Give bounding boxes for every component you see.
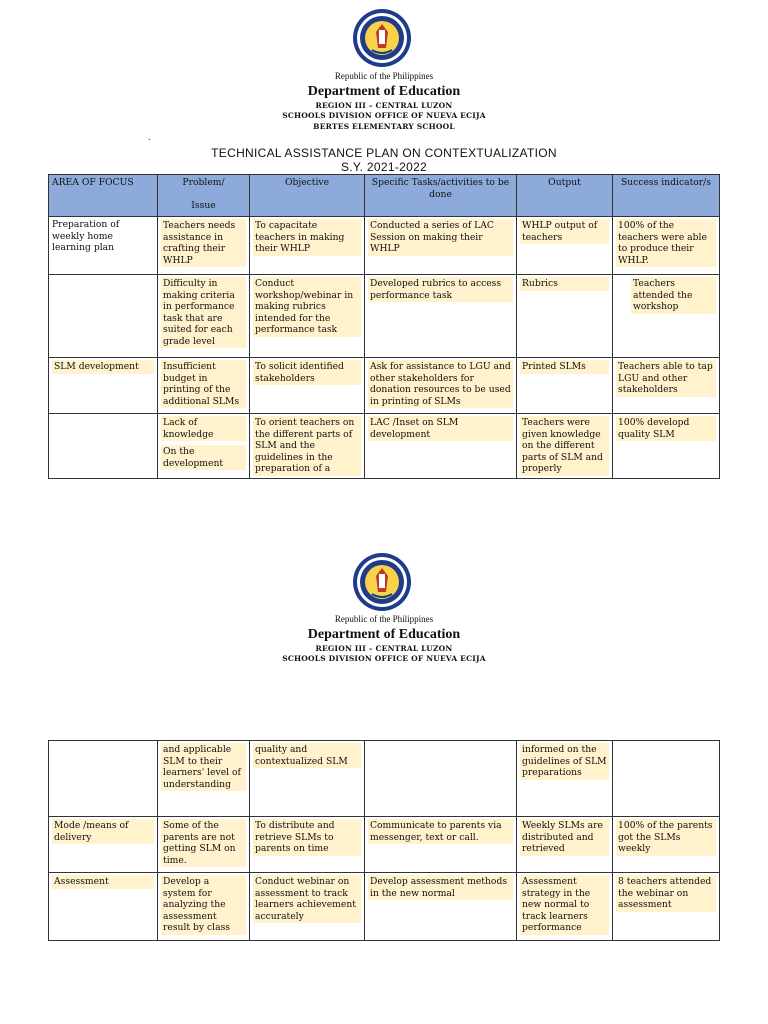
- cell-area: [49, 741, 158, 817]
- republic-label: Republic of the Philippines: [334, 71, 434, 81]
- cell-objective: To capacitate teachers in making their WHLP: [250, 217, 365, 275]
- col-header-problem: Problem/ Issue: [158, 175, 250, 217]
- cell-indicator: Teachers able to tap LGU and other stakeholders: [613, 358, 720, 414]
- cell-tasks: LAC /Inset on SLM development: [365, 414, 517, 479]
- cell-problem: Insufficient budget in printing of the additional SLMs: [158, 358, 250, 414]
- cell-indicator: 100% of the parents got the SLMs weekly: [613, 817, 720, 873]
- deped-seal-logo: [352, 552, 412, 612]
- republic-label: Republic of the Philippines: [334, 614, 434, 624]
- cell-output: informed on the guidelines of SLM preparations: [517, 741, 613, 817]
- cell-problem: Difficulty in making criteria in performance task that are suited for each grade level: [158, 275, 250, 358]
- cell-tasks: Conducted a series of LAC Session on making their WHLP: [365, 217, 517, 275]
- plan-table-page2: [48, 740, 720, 941]
- division-label: SCHOOLS DIVISION OFFICE OF NUEVA ECIJA: [282, 654, 486, 663]
- cell-tasks: Developed rubrics to access performance task: [365, 275, 517, 358]
- cell-output: Assessment strategy in the new normal to track learners performance: [517, 873, 613, 941]
- cell-problem: and applicable SLM to their learners' level of understanding: [158, 741, 250, 817]
- cell-indicator: Teachers attended the workshop: [613, 275, 720, 358]
- cell-output: Teachers were given knowledge on the different parts of SLM and properly: [517, 414, 613, 479]
- cell-problem: Lack of knowledge On the development: [158, 414, 250, 479]
- cell-objective: quality and contextualized SLM: [250, 741, 365, 817]
- division-label: SCHOOLS DIVISION OFFICE OF NUEVA ECIJA: [282, 111, 486, 120]
- department-title: Department of Education: [307, 627, 461, 642]
- col-header-tasks: Specific Tasks/activities to be done: [365, 175, 517, 217]
- cell-output: Printed SLMs: [517, 358, 613, 414]
- cell-area: [49, 414, 158, 479]
- region-label: REGION III – CENTRAL LUZON: [315, 644, 453, 653]
- cell-objective: To distribute and retrieve SLMs to parents on time: [250, 817, 365, 873]
- cell-objective: To solicit identified stakeholders: [250, 358, 365, 414]
- cell-problem: Develop a system for analyzing the assessment result by class: [158, 873, 250, 941]
- cell-output: Rubrics: [517, 275, 613, 358]
- region-label: REGION III – CENTRAL LUZON: [315, 101, 453, 110]
- stray-mark: .: [148, 133, 151, 142]
- col-header-objective: Objective: [250, 175, 365, 217]
- table-header-row: [49, 175, 720, 217]
- cell-tasks: Communicate to parents via messenger, text or call.: [365, 817, 517, 873]
- cell-area: Assessment: [49, 873, 158, 941]
- department-title: Department of Education: [307, 84, 461, 99]
- col-header-area: AREA OF FOCUS: [49, 175, 158, 217]
- cell-problem: Some of the parents are not getting SLM on time.: [158, 817, 250, 873]
- plan-table-page1: [48, 174, 720, 479]
- cell-problem: Teachers needs assistance in crafting their WHLP: [158, 217, 250, 275]
- table-row: [49, 817, 720, 873]
- cell-indicator: 8 teachers attended the webinar on assessment: [613, 873, 720, 941]
- cell-tasks: Ask for assistance to LGU and other stakeholders for donation resources to be used in printing of SLMs: [365, 358, 517, 414]
- plan-title: TECHNICAL ASSISTANCE PLAN ON CONTEXTUALIZATION: [211, 146, 557, 160]
- cell-tasks: [365, 741, 517, 817]
- cell-objective: Conduct workshop/webinar in making rubrics intended for the performance task: [250, 275, 365, 358]
- table-row: [49, 873, 720, 941]
- cell-area: Preparation of weekly home learning plan: [49, 217, 158, 275]
- school-year: S.Y. 2021-2022: [340, 160, 428, 174]
- table-row: [49, 358, 720, 414]
- cell-objective: Conduct webinar on assessment to track learners achievement accurately: [250, 873, 365, 941]
- col-header-indicator: Success indicator/s: [613, 175, 720, 217]
- cell-indicator: 100% developd quality SLM: [613, 414, 720, 479]
- cell-area: [49, 275, 158, 358]
- cell-indicator: 100% of the teachers were able to produce their WHLP.: [613, 217, 720, 275]
- cell-tasks: Develop assessment methods in the new normal: [365, 873, 517, 941]
- table-row: [49, 275, 720, 358]
- cell-area: SLM development: [49, 358, 158, 414]
- cell-output: WHLP output of teachers: [517, 217, 613, 275]
- col-header-output: Output: [517, 175, 613, 217]
- deped-seal-logo: [352, 8, 412, 68]
- cell-output: Weekly SLMs are distributed and retrieved: [517, 817, 613, 873]
- table-row: [49, 414, 720, 479]
- cell-indicator: [613, 741, 720, 817]
- table-row: [49, 217, 720, 275]
- school-label: BERTES ELEMENTARY SCHOOL: [313, 122, 455, 131]
- cell-objective: To orient teachers on the different parts of SLM and the guidelines in the preparation of a: [250, 414, 365, 479]
- cell-area: Mode /means of delivery: [49, 817, 158, 873]
- table-row: [49, 741, 720, 817]
